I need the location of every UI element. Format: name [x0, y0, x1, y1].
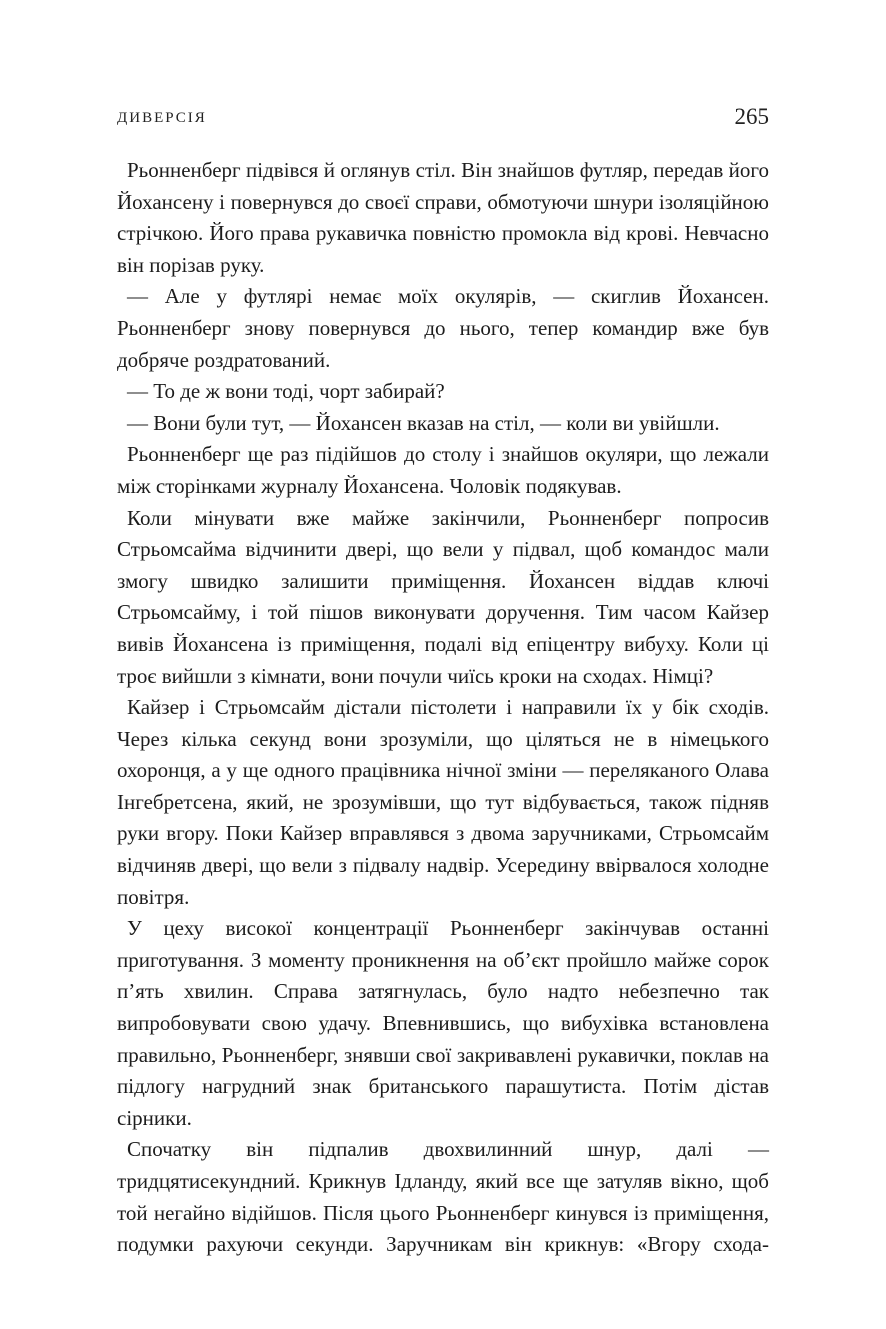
section-title: ДИВЕРСІЯ [117, 110, 207, 126]
page-number: 265 [734, 104, 769, 129]
paragraph: — Вони були тут, — Йохансен вказав на стіл, — коли ви увійшли. [127, 410, 720, 435]
paragraph: — Але у футлярі немає моїх окулярів, — скиглив Йохансен. Рьонненберг знову повернувся до нього, тепер командир вже був добряче роздратований. [117, 284, 769, 372]
paragraph: — То де ж вони тоді, чорт забирай? [127, 379, 445, 404]
paragraph: Коли мінувати вже майже закінчили, Рьонненберг попросив Стрьомсайма відчинити двері, що вели у підвал, щоб командос мали змогу швидко залишити приміщення. Йохансен віддав ключі Стрьомсайму, і той пішов виконувати доручення. Тим часом Кайзер вивів Йохансена із приміщення, подалі від епіцентру вибуху. Коли ці троє вийшли з кімнати, вони почули чиїсь кроки на сходах. Німці? [117, 505, 769, 688]
paragraph: Рьонненберг ще раз підійшов до столу і знайшов окуляри, що лежали між сторінками журналу Йохансена. Чоловік подякував. [117, 442, 769, 498]
body-text [117, 155, 769, 1261]
paragraph: Спочатку він підпалив двохвилинний шнур, далі — тридцятисекундний. Крикнув Ідланду, який все ще затуляв вікно, щоб той негайно відійшов. Після цього Рьонненберг кинувся із приміщення, подумки рахуючи секунди. Заручникам він крикнув: «Вгору схода- [117, 1137, 769, 1257]
paragraph: Кайзер і Стрьомсайм дістали пістолети і направили їх у бік сходів. Через кілька секунд вони зрозуміли, що цiляться не в німецького охоронця, а у ще одного працівника нічної зміни — переляканого Олава Інгебретсена, який, не зрозумівши, що тут відбувається, також підняв руки вгору. Поки Кайзер вправлявся з двома заручниками, Стрьомсайм відчиняв двері, що вели з підвалу надвір. Усередину ввірвалося холодне повітря. [117, 695, 769, 909]
paragraph: У цеху високої концентрації Рьонненберг закінчував останні приготування. З моменту проникнення на об’єкт пройшло майже сорок п’ять хвилин. Справа затягнулась, було надто небезпечно так випробовувати свою удачу. Впевнившись, що вибухівка встановлена правильно, Рьонненберг, знявши свої закривавлені рукавички, поклав на підлогу нагрудний знак британського парашутиста. Потім дістав сірники. [117, 916, 769, 1130]
paragraph: Рьонненберг підвівся й оглянув стіл. Він знайшов футляр, передав його Йохансену і повернувся до своєї справи, обмотуючи шнури ізоляційною стрічкою. Його права рукавичка повністю промокла від крові. Невчасно він порізав руку. [117, 158, 769, 277]
running-head [117, 104, 769, 132]
